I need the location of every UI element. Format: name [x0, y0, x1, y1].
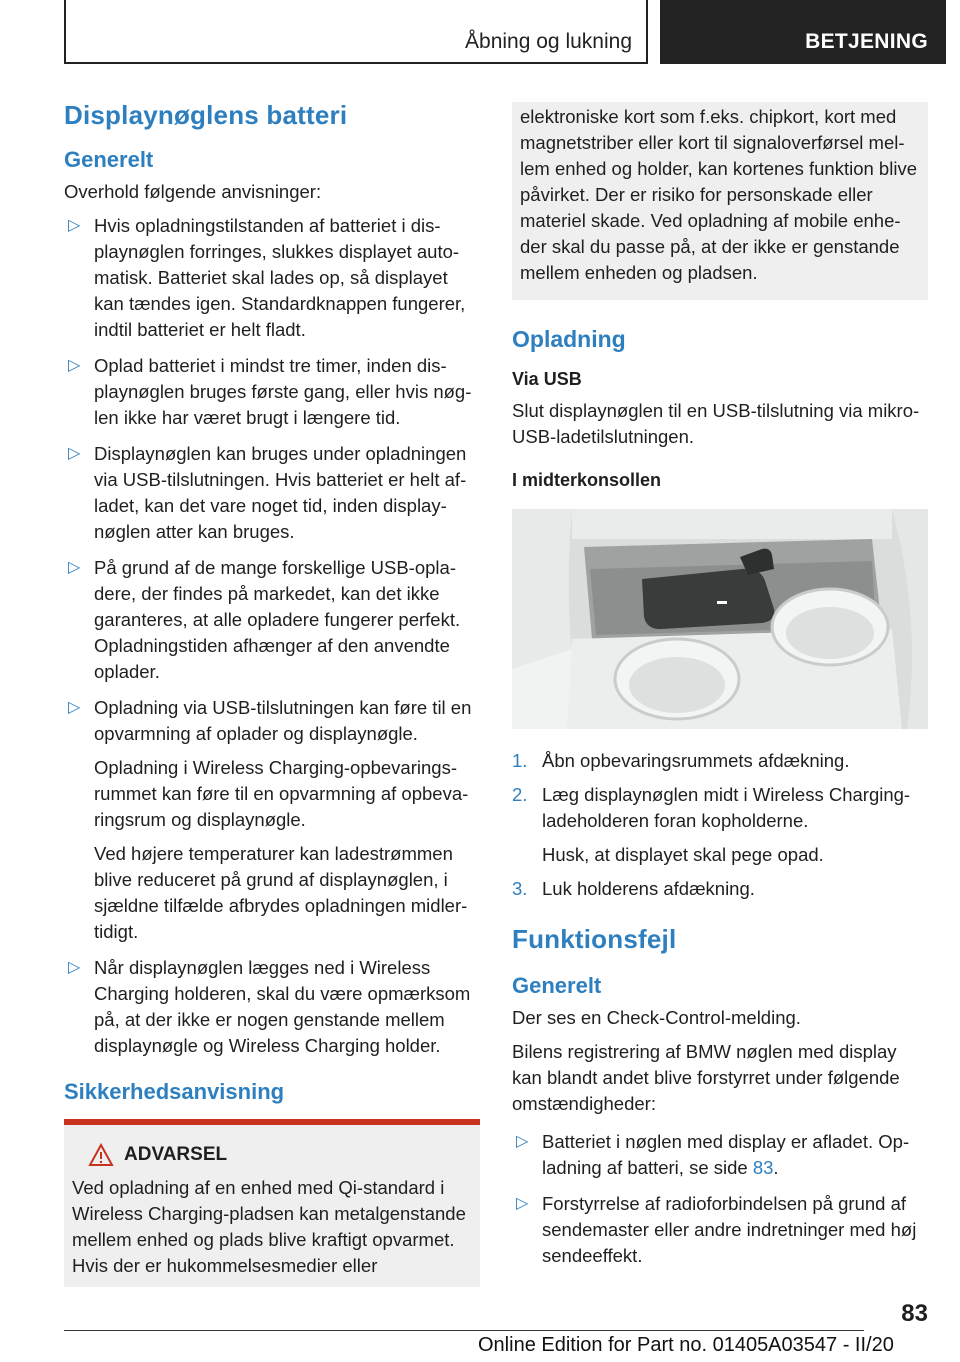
usb-text: Slut displaynøglen til en USB-tilslutning via mikro-USB-ladetilslutningen. [512, 400, 920, 447]
step-number: 1. [512, 750, 528, 771]
funktionsfejl-heading: Funktionsfejl [512, 924, 677, 954]
header-section-box [64, 0, 648, 64]
generelt-heading: Generelt [64, 147, 154, 172]
list-item-extra: Opladning i Wireless Charging-opbevaringsrummet kan føre til en opvarmning af opbevaringsrum og displaynøgle. [94, 757, 469, 830]
triangle-bullet-icon: ▷ [516, 1133, 529, 1150]
triangle-bullet-icon: ▷ [68, 959, 81, 976]
intro-text: Overhold følgende anvisninger: [64, 181, 322, 202]
list-item: ▷ Når displaynøglen lægges ned i Wireless Charging holderen, skal du være opmærksom på, at der ikke er nogen genstande mellem displaynøgle og Wireless Charging holder. [68, 957, 471, 1056]
list-item: ▷ Displaynøglen kan bruges under opladningen via USB-tilslutningen. Hvis batteriet er helt afladet, kan det vare noget tid, inden displaynøglen atter kan bruges. [68, 443, 467, 542]
page-number: 83 [901, 1300, 928, 1327]
generelt-heading-2: Generelt [512, 973, 602, 998]
triangle-bullet-icon: ▷ [68, 217, 81, 234]
list-item: ▷ Oplad batteriet i mindst tre timer, inden displaynøglen bruges første gang, eller hvis nøglen ikke har været brugt i længere tid. [68, 355, 472, 428]
warning-title: ADVARSEL [124, 1144, 228, 1165]
list-item: 1. Åbn opbevaringsrummets afdækning. [512, 748, 928, 774]
list-item: ▷ Opladning via USB-tilslutningen kan føre til en opvarmning af oplader og displaynøgle. Opladning i Wireless Charging-opbevaringsrummet kan føre til en opvarmning af opbevaringsrum og displaynøgle. Ved højere temperaturer kan ladestrømmen blive reduceret på grund af displaynøglen, i sjældne tilfælde afbrydes opladningen midlertidigt. [64, 695, 480, 945]
triangle-bullet-icon: ▷ [68, 699, 81, 716]
center-console-image [512, 509, 928, 729]
header-chapter-box [660, 0, 946, 64]
list-item: 3. Luk holderens afdækning. [512, 876, 928, 902]
triangle-bullet-icon: ▷ [68, 445, 81, 462]
warning-box [64, 1119, 480, 1287]
page-reference-link[interactable]: 83 [752, 1157, 774, 1178]
list-item: ▷ Batteriet i nøglen med display er afladet. Opladning af batteri, se side 83. [516, 1131, 910, 1178]
list-item: ▷ Hvis opladningstilstanden af batteriet i displaynøglen forringes, slukkes displayet automatisk. Batteriet skal lades op, så displayet kan tændes igen. Standardknappen fungerer, indtil batteriet er helt fladt. [68, 215, 466, 340]
footer-divider [64, 1330, 864, 1331]
list-item: ▷ På grund af de mange forskellige USB-opladere, der findes på markedet, kan det ikke garanteres, at alle opladere fungerer perfekt. Opladningstiden afhænger af den anvendte oplader. [68, 557, 461, 682]
list-item-extra: Ved højere temperaturer kan ladestrømmen blive reduceret på grund af displaynøglen, i sjældne tilfælde afbrydes opladningen midlertidigt. [94, 843, 468, 942]
warning-box-continued [512, 102, 928, 300]
triangle-bullet-icon: ▷ [516, 1195, 529, 1212]
fejl-text-2: Bilens registrering af BMW nøglen med display kan blandt andet blive forstyrret under følgende omstændigheder: [512, 1041, 900, 1114]
opladning-heading: Opladning [512, 326, 626, 352]
triangle-bullet-icon: ▷ [68, 559, 81, 576]
header-section-title: Åbning og lukning [465, 30, 632, 53]
safety-heading: Sikkerhedsanvisning [64, 1079, 285, 1104]
list-item-extra: Husk, at displayet skal pege opad. [542, 844, 824, 865]
step-number: 3. [512, 878, 528, 899]
warning-text: Ved opladning af en enhed med Qi-standard i Wireless Charging-pladsen kan metalgenstande mellem enhed og plads blive kraftigt opvarmet. Hvis der er hukommelsesmedier eller [72, 1177, 466, 1276]
instructions-list [64, 213, 480, 1059]
warning-header [88, 1143, 472, 1167]
page-title: Displaynøglens batteri [64, 100, 348, 130]
edition-note: Online Edition for Part no. 01405A03547 - II/20 [478, 1334, 894, 1356]
step-number: 2. [512, 784, 528, 805]
warning-triangle-icon [88, 1143, 114, 1167]
list-item: ▷ Forstyrrelse af radioforbindelsen på grund af sendemaster eller andre indretninger med høj sendeeffekt. [516, 1193, 917, 1266]
triangle-bullet-icon: ▷ [68, 357, 81, 374]
console-heading: I midterkonsollen [512, 470, 662, 490]
fejl-list [512, 1129, 928, 1269]
header-chapter-title: BETJENING [805, 30, 928, 53]
list-item: 2. Læg displaynøglen midt i Wireless Charging-ladeholderen foran kopholderne. Husk, at displayet skal pege opad. [512, 782, 928, 868]
warning-continued-text: elektroniske kort som f.eks. chipkort, kort med magnetstriber eller kort til signaloverførsel mellem enhed og holder, kan kortenes funktion blive påvirket. Der er risiko for personskade eller materiel skade. Ved opladning af mobile enheder skal du passe på, at der ikke er genstande mellem enheden og pladsen. [520, 106, 917, 283]
right-column [512, 102, 928, 1279]
left-column [64, 100, 480, 1287]
usb-heading: Via USB [512, 369, 582, 389]
fejl-text-1: Der ses en Check-Control-melding. [512, 1007, 801, 1028]
steps-list [512, 748, 928, 902]
